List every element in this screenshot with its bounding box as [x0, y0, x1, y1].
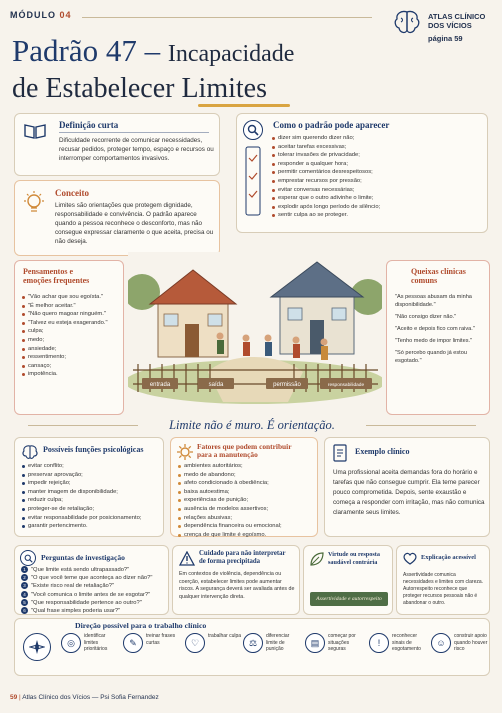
leaf-icon	[309, 551, 325, 567]
thoughts-card	[14, 260, 124, 415]
list-item: "É melhor aceitar."	[21, 302, 108, 311]
module-label	[10, 10, 72, 20]
module-label-text: MÓDULO	[10, 10, 56, 20]
list-item: impotência.	[21, 370, 108, 379]
slogan: Limite não é muro. É orientação.	[169, 418, 335, 432]
list-item: evitar conversas necessárias;	[271, 186, 380, 195]
atlas-title-line1: ATLAS CLÍNICO	[428, 12, 486, 21]
question-text: "Você comunica o limite antes de se esgotar?"	[31, 591, 151, 598]
complaints-list	[395, 293, 483, 365]
steps-icon: ▤	[305, 633, 325, 653]
factors-list	[177, 462, 282, 539]
target-icon: ◎	[61, 633, 81, 653]
page-title-line1	[12, 33, 294, 69]
heart-icon	[403, 552, 417, 565]
list-item: garantir pertencimento.	[21, 522, 141, 531]
slogan-rule-right	[366, 425, 476, 426]
direction-item-label: treinar frases curtas	[146, 633, 176, 646]
factors-card	[170, 437, 318, 537]
list-item: baixa autoestima;	[177, 488, 282, 497]
complaints-title-line1: Queixas clínicas	[411, 267, 466, 276]
list-item: 3 "Existe risco real de retaliação?"	[21, 582, 152, 590]
list-item: permitir comentários desrespeitosos;	[271, 168, 380, 177]
functions-title: Possíveis funções psicológicas	[43, 445, 144, 454]
example-title: Exemplo clínico	[355, 447, 410, 456]
people-icon: ☺	[431, 633, 451, 653]
factors-title-line2: para a manutenção	[197, 450, 258, 460]
direction-item-label: diferenciar limite de punição	[266, 633, 290, 652]
title-dash: –	[136, 33, 168, 68]
list-item: relações abusivas;	[177, 514, 282, 523]
brain-icon	[392, 8, 422, 36]
direction-item-label: começar por situações seguras	[328, 633, 356, 652]
warning-icon	[179, 551, 195, 566]
gate-label-entrada: entrada	[149, 382, 171, 388]
question-text: "O que você teme que aconteça ao dizer não?"	[31, 575, 153, 582]
complaints-title	[411, 267, 466, 285]
brain-icon	[21, 444, 39, 460]
lightbulb-icon	[23, 191, 45, 217]
question-text: "Que limite está sendo ultrapassado?"	[31, 567, 130, 574]
direction-item	[243, 633, 300, 653]
list-item: crença de que limite é egoísmo.	[177, 531, 282, 540]
explanation-card	[396, 545, 490, 615]
list-item: cansaço;	[21, 362, 108, 371]
how-title: Como o padrão pode aparecer	[273, 120, 390, 130]
list-item: 2 "O que você teme que aconteça ao dizer não?"	[21, 574, 152, 582]
list-item: ausência de modelos assertivos;	[177, 505, 282, 514]
factors-title-line1: Fatores que podem contribuir	[197, 442, 292, 451]
direction-item	[123, 633, 180, 653]
question-text: "Que responsabilidade pertence ao outro?"	[31, 599, 142, 606]
list-item: reduzir culpa;	[21, 496, 141, 505]
list-item: "Só percebo quando já estou esgotado."	[395, 350, 467, 364]
list-item: responder a qualquer hora;	[271, 160, 380, 169]
list-item: "Não quero magoar ninguém."	[21, 310, 108, 319]
page-title-line2: de Estabelecer Limites	[12, 73, 267, 104]
definition-text: Dificuldade recorrente de comunicar necessidades, recusar pedidos, proteger tempo, espaço e recursos ou interromper comportamentos invasivos.	[59, 137, 214, 162]
list-item: culpa;	[21, 327, 108, 336]
definition-card	[14, 113, 220, 176]
book-icon	[23, 122, 47, 140]
caution-title-line2: de forma precipitada	[199, 558, 261, 565]
direction-item	[185, 633, 242, 653]
questions-title: Perguntas de investigação	[41, 553, 125, 562]
caution-title	[199, 550, 286, 566]
atlas-title-line2: DOS VÍCIOS	[428, 21, 472, 30]
functions-card	[14, 437, 164, 537]
list-item: ansiedade;	[21, 345, 108, 354]
list-item: medo;	[21, 336, 108, 345]
list-item: experiências de punição;	[177, 496, 282, 505]
list-item: emprestar recursos por pressão;	[271, 177, 380, 186]
concept-text: Limites são orientações que protegem dignidade, responsabilidade e convivência. O padrão aparece quando a pessoa reconhece o desconforto, mas não consegue expressar claramente o que aceita, precisa ou não deseja.	[55, 202, 214, 245]
thoughts-list	[21, 293, 108, 379]
title-underline	[198, 104, 290, 107]
list-item: "Talvez eu esteja exagerando."	[21, 319, 108, 328]
question-text: "Qual frase simples poderia usar?"	[31, 608, 121, 615]
list-item: evitar responsabilidade por posicionamento;	[21, 514, 141, 523]
direction-item-label: identificar limites prioritários	[84, 633, 108, 652]
list-item: proteger-se de retaliação;	[21, 505, 141, 514]
direction-item	[369, 633, 426, 653]
explanation-text: Assertividade comunica necessidades e limites com clareza. Autorrespeito reconhece que proteger recursos pessoais não é abandonar o outro.	[403, 572, 484, 606]
list-item: manter imagem de disponibilidade;	[21, 488, 141, 497]
footer: 59 | Atlas Clínico dos Vícios — Psi Sofia Fernandez	[10, 694, 159, 701]
how-it-appears-card	[236, 113, 488, 233]
list-item: "Não consigo dizer não."	[395, 314, 457, 320]
list-item: 1 "Que limite está sendo ultrapassado?"	[21, 566, 152, 574]
slogan-rule-left	[28, 425, 138, 426]
module-number: 04	[59, 10, 72, 20]
title-rest: Incapacidade	[167, 41, 295, 67]
thoughts-title-line1: Pensamentos e	[23, 267, 73, 276]
list-item: "Vão achar que sou egoísta."	[21, 293, 108, 302]
list-item: medo de abandono;	[177, 471, 282, 480]
caution-title-line1: Cuidado para não interpretar	[199, 550, 286, 557]
caution-text: Em contextos de violência, dependência ou coerção, estabelecer limites pode aumentar riscos. A segurança deverá ser avaliada antes de qualquer intervenção direta.	[179, 571, 295, 600]
list-item: afeto condicionado à obediência;	[177, 479, 282, 488]
example-text: Uma profissional aceita demandas fora do horário e tarefas que não consegue cumprir. Ela teme parecer pouco comprometida. Depois, sente exaustão e começa a responder com irritação, mas não comunica claramente seus limites.	[333, 469, 485, 516]
direction-item-label: reconhecer sinais de esgotamento	[392, 633, 421, 652]
virtue-title	[328, 551, 380, 566]
footer-text: Atlas Clínico dos Vícios — Psi Sofia Fernandez	[22, 694, 159, 701]
how-list	[271, 134, 380, 220]
definition-title: Definição curta	[59, 120, 119, 130]
direction-item-label: trabalhar culpa	[208, 633, 242, 639]
list-item: preservar aprovação;	[21, 471, 141, 480]
clinical-direction-card	[14, 618, 490, 676]
list-item: aceitar tarefas excessivas;	[271, 143, 380, 152]
page-label: página 59	[428, 34, 463, 43]
list-item: tolerar invasões de privacidade;	[271, 151, 380, 160]
functions-list	[21, 462, 141, 531]
atlas-title	[428, 12, 485, 30]
example-card	[324, 437, 490, 537]
list-item: "Aceito e depois fico com raiva."	[395, 326, 475, 332]
virtue-banner: Assertividade e autorrespeito	[310, 592, 388, 606]
list-item: explodir após longo período de silêncio;	[271, 203, 380, 212]
list-item: dizer sim querendo dizer não;	[271, 134, 380, 143]
header-divider	[82, 17, 372, 18]
gate-label-saida: saída	[208, 382, 224, 388]
list-item: "As pessoas abusam da minha disponibilidade."	[395, 294, 472, 308]
list-item: sentir culpa ao se proteger.	[271, 211, 380, 220]
scale-icon: ⚖	[243, 633, 263, 653]
list-item: "Tenho medo de impor limites."	[395, 338, 473, 344]
chat-icon: ✎	[123, 633, 143, 653]
concept-title: Conceito	[55, 188, 89, 198]
gate-label-responsabilidade: responsabilidade	[327, 383, 365, 388]
questions-card	[14, 545, 169, 615]
list-item: dependência financeira ou emocional;	[177, 522, 282, 531]
list-item: ambientes autoritários;	[177, 462, 282, 471]
houses-illustration	[128, 252, 382, 410]
direction-item	[61, 633, 118, 653]
complaints-title-line2: comuns	[411, 276, 438, 285]
direction-item	[431, 633, 488, 653]
definition-rule	[59, 132, 209, 133]
thoughts-title-line2: emoções frequentes	[23, 276, 90, 285]
list-item: 5 "Que responsabilidade pertence ao outro?"	[21, 599, 152, 607]
list-item: esperar que o outro adivinhe o limite;	[271, 194, 380, 203]
question-text: "Existe risco real de retaliação?"	[31, 583, 115, 590]
footer-page-number: 59	[10, 694, 18, 701]
direction-title: Direção possível para o trabalho clínico	[75, 621, 207, 630]
factors-title	[197, 443, 292, 460]
magnifier-icon	[20, 550, 36, 566]
list-item: ressentimento;	[21, 353, 108, 362]
gate-label-permissao: permissão	[273, 382, 301, 388]
explanation-title: Explicação acessível	[421, 554, 476, 561]
complaints-card	[386, 260, 490, 415]
direction-item	[305, 633, 362, 653]
questions-list	[21, 566, 152, 615]
list-item: evitar conflito;	[21, 462, 141, 471]
caution-card	[172, 545, 300, 615]
gear-icon	[177, 444, 193, 460]
list-item: 6 "Qual frase simples poderia usar?"	[21, 607, 152, 615]
document-icon	[333, 444, 347, 462]
magnifier-icon	[243, 120, 263, 140]
alert-icon: !	[369, 633, 389, 653]
virtue-title-line1: Virtude ou resposta	[328, 551, 380, 558]
pattern-number: Padrão 47	[12, 33, 137, 68]
concept-card	[14, 180, 220, 256]
virtue-card	[303, 545, 393, 615]
list-item: 4 "Você comunica o limite antes de se esgotar?"	[21, 591, 152, 599]
checklist-icon	[245, 146, 261, 216]
direction-item-label: construir apoio quando houver risco	[454, 633, 488, 652]
virtue-title-line2: saudável contrária	[328, 558, 378, 566]
thoughts-title	[23, 267, 89, 285]
heart-icon: ♡	[185, 633, 205, 653]
compass-icon	[23, 633, 51, 661]
list-item: impedir rejeição;	[21, 479, 141, 488]
